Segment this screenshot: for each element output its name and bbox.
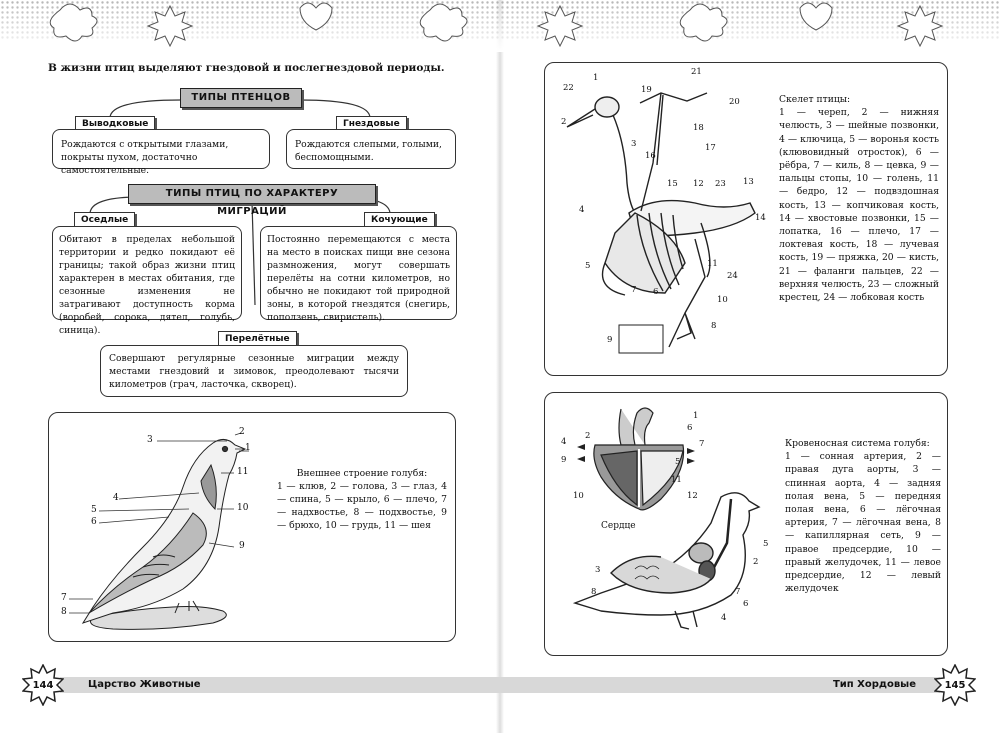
migratory-text: Совершают регулярные сезонные миграции между местами гнездовий и зимовок, преодолевают тысячи километров (грач, ласточка, скворец).: [109, 353, 399, 390]
skel-callout-21: 21: [691, 67, 702, 77]
migration-types-banner: ТИПЫ ПТИЦ ПО ХАРАКТЕРУ МИГРАЦИЙ: [128, 184, 376, 204]
right-footer-bar: [504, 677, 940, 693]
skel-callout-15: 15: [667, 179, 678, 189]
nomadic-label: Кочующие: [364, 212, 435, 228]
ext-callout-4: 4: [113, 493, 119, 503]
left-page-number: 144: [32, 679, 54, 691]
ext-callout-2: 2: [239, 427, 245, 437]
skel-callout-11: 11: [707, 259, 718, 269]
skel-callout-17: 17: [705, 143, 716, 153]
skeleton-legend: [779, 93, 939, 304]
circ-callout-12: 12: [687, 491, 698, 501]
migratory-box: [100, 345, 408, 397]
circulation-legend: [785, 437, 941, 595]
nomadic-box: [260, 226, 457, 323]
chick-types-banner: ТИПЫ ПТЕНЦОВ: [180, 88, 302, 108]
nomadic-text: Постоянно перемещаются с места на место в поисках пищи вне сезона размножения, могут совершать перелёты на сотни километров, но обычно не покидают той природной зоны, в которой гнездятся (снегирь, поползень, свиристель).: [267, 234, 450, 323]
skel-callout-9: 9: [607, 335, 613, 345]
skel-callout-23: 23: [715, 179, 726, 189]
pigeon-circulation-illustration: [571, 483, 771, 643]
ext-callout-8: 8: [61, 607, 67, 617]
left-footer-bar: [60, 677, 524, 693]
skel-callout-16: 16: [645, 151, 656, 161]
bird-skeleton-illustration: [545, 63, 775, 373]
ext-callout-5: 5: [91, 505, 97, 515]
skel-callout-13: 13: [743, 177, 754, 187]
circ-callout-11: 11: [671, 475, 682, 485]
skel-callout-20: 20: [729, 97, 740, 107]
skel-callout-12: 12: [693, 179, 704, 189]
skel-callout-1: 1: [593, 73, 599, 83]
circ-callout-10: 10: [573, 491, 584, 501]
intro-text: В жизни птиц выделяют гнездовой и послегнездовой периоды.: [48, 62, 445, 74]
precocial-box: [52, 129, 270, 176]
skel-callout-19: 19: [641, 85, 652, 95]
skel-callout-4: 4: [579, 205, 585, 215]
circ-callout-7: 7: [699, 439, 705, 449]
skel-callout-14: 14: [755, 213, 766, 223]
exterior-legend-title: Внешнее строение голубя:: [296, 468, 428, 479]
ext-callout-3: 3: [147, 435, 153, 445]
circulation-panel: [544, 392, 948, 656]
precocial-text: Рождаются с открытыми глазами, покрыты пухом, достаточно самостоятельные.: [61, 139, 229, 176]
circ-callout-3: 3: [595, 565, 601, 575]
altricial-label: Гнездовые: [336, 116, 407, 132]
pigeon-exterior-callout-lines: [49, 413, 259, 643]
circ-callout-5b: 5: [763, 539, 769, 549]
skel-callout-24: 24: [727, 271, 738, 281]
altricial-text: Рождаются слепыми, голыми, беспомощными.: [295, 139, 442, 163]
skel-callout-2: 2: [561, 117, 567, 127]
skel-callout-3: 3: [631, 139, 637, 149]
migratory-label: Перелётные: [218, 331, 297, 347]
circulation-legend-text: 1 — сонная артерия, 2 — правая дуга аорты, 3 — спинная аорта, 4 — задняя полая вена, 5 — передняя полая вена, 6 — лёгочная артерия, 7 — лёгочная вена, 8 — капиллярная сеть, 9 — правое предсердие, 10 — правый желудочек, 11 — левое предсердие, 12 — левый желудочек: [785, 451, 941, 595]
circ-callout-8: 8: [591, 587, 597, 597]
sedentary-text: Обитают в пределах небольшой территории и редко покидают её границы; такой образ жизни птиц характерен в местах обитания, где сезонные изменения не затрагивают доступность корма (воробей, сорока, дятел, голубь, синица).: [59, 234, 235, 336]
left-page-number-badge: [22, 664, 64, 706]
circ-callout-6b: 6: [743, 599, 749, 609]
skel-callout-7: 7: [631, 285, 637, 295]
circ-callout-6: 6: [687, 423, 693, 433]
skel-callout-6: 6: [653, 287, 659, 297]
skeleton-panel: [544, 62, 948, 376]
circulation-legend-title: Кровеносная система голубя:: [785, 438, 930, 449]
circ-callout-5: 5: [675, 457, 681, 467]
skeleton-legend-title: Скелет птицы:: [779, 94, 851, 105]
circ-callout-4b: 4: [721, 613, 727, 623]
skel-callout-8: 8: [711, 321, 717, 331]
heart-label: Сердце: [601, 521, 636, 531]
skel-callout-10: 10: [717, 295, 728, 305]
circ-callout-9: 9: [561, 455, 567, 465]
exterior-legend: [277, 467, 447, 532]
right-page-number: 145: [944, 679, 966, 691]
skeleton-legend-text: 1 — череп, 2 — нижняя челюсть, 3 — шейные позвонки, 4 — ключица, 5 — воронья кость (клювовидный отросток), 6 — рёбра, 7 — киль, 8 — цевка, 9 — пальцы стопы, 10 — голень, 11 — бедро, 12 — подвздошная кость, 13 — копчиковая кость, 14 — хвостовые позвонки, 15 — лопатка, 16 — плечо, 17 — локтевая кость, 18 — лучевая кость, 19 — пряжка, 20 — кисть, 21 — фаланги пальцев, 22 — верхняя челюсть, 23 — сложный крестец, 24 — лобковая кость: [779, 107, 939, 304]
ext-callout-7: 7: [61, 593, 67, 603]
sedentary-label: Оседлые: [74, 212, 135, 228]
pigeon-exterior-panel: [48, 412, 456, 642]
right-footer-text: Тип Хордовые: [832, 679, 916, 690]
skel-callout-5: 5: [585, 261, 591, 271]
altricial-box: [286, 129, 456, 169]
right-page-number-badge: [934, 664, 976, 706]
ext-callout-11: 11: [237, 467, 249, 477]
ext-callout-6: 6: [91, 517, 97, 527]
ext-callout-9: 9: [239, 541, 245, 551]
ext-callout-1: 1: [245, 443, 251, 453]
circ-callout-4: 4: [561, 437, 567, 447]
circ-callout-2: 2: [585, 431, 591, 441]
circ-callout-7b: 7: [735, 587, 741, 597]
left-footer-text: Царство Животные: [88, 679, 201, 690]
sedentary-box: [52, 226, 242, 336]
skel-callout-22: 22: [563, 83, 574, 93]
circ-callout-2b: 2: [753, 557, 759, 567]
precocial-label: Выводковые: [75, 116, 155, 132]
exterior-legend-text: 1 — клюв, 2 — голова, 3 — глаз, 4 — спина, 5 — крыло, 6 — плечо, 7 — надхвостье, 8 — подхвостье, 9 — брюхо, 10 — грудь, 11 — шея: [277, 481, 447, 531]
circ-callout-1: 1: [693, 411, 699, 421]
skel-callout-18: 18: [693, 123, 704, 133]
ext-callout-10: 10: [237, 503, 249, 513]
